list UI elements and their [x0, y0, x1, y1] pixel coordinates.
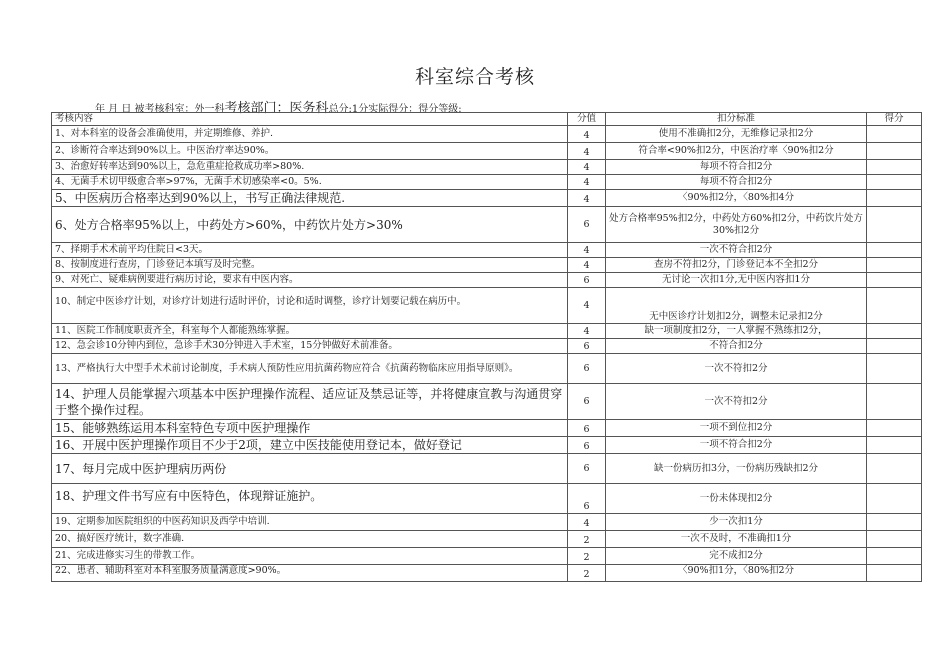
row-got-cell	[867, 454, 922, 484]
table-row	[52, 354, 922, 384]
assessment-table	[51, 112, 922, 582]
table-row	[52, 339, 922, 354]
row-got-cell	[867, 126, 922, 143]
row-standard: 查房不符扣2分，门诊登记本不全扣2分	[606, 258, 867, 273]
row-standard: 〈90%扣2分，〈80%扣4分	[606, 190, 867, 207]
table-row	[52, 143, 922, 160]
row-got-cell	[867, 160, 922, 175]
row-content: 10、制定中医诊疗计划，对诊疗计划进行适时评价，讨论和适时调整，诊疗计划要记载在病历中。	[52, 288, 568, 324]
row-standard: 一项不符合扣2分	[606, 437, 867, 454]
row-score: 6	[568, 384, 606, 420]
table-row	[52, 384, 922, 420]
row-score: 4	[568, 324, 606, 339]
table-header-row	[52, 113, 922, 126]
row-standard: 无讨论一次扣1分,无中医内容扣1分	[606, 273, 867, 288]
row-standard: 不符合扣2分	[606, 339, 867, 354]
row-standard: 一次不符合扣2分	[606, 243, 867, 258]
table-row	[52, 437, 922, 454]
table-row	[52, 175, 922, 190]
table-row	[52, 565, 922, 582]
row-standard: 使用不准确扣2分，无维修记录扣2分	[606, 126, 867, 143]
row-content: 4、无菌手术切甲级愈合率>97%，无菌手术切感染率<0。5%.	[52, 175, 568, 190]
row-content: 14、护理人员能掌握六项基本中医护理操作流程、适应证及禁忌证等，并将健康宣教与沟通贯穿于整个操作过程。	[52, 384, 568, 420]
row-standard: 一次不及时，不准确扣1分	[606, 531, 867, 548]
row-score: 2	[568, 531, 606, 548]
row-content: 18、护理文件书写应有中医特色，体现辩证施护。	[52, 484, 568, 514]
row-standard: 少一次扣1分	[606, 514, 867, 531]
row-got-cell	[867, 437, 922, 454]
column-header-got: 得分	[867, 113, 922, 126]
row-score: 6	[568, 437, 606, 454]
row-content: 22、患者、辅助科室对本科室服务质量满意度>90%。	[52, 565, 568, 582]
row-got-cell	[867, 288, 922, 324]
row-content: 12、急会诊10分钟内到位，急诊手术30分钟进入手术室，15分钟做好术前准备。	[52, 339, 568, 354]
row-content: 11、医院工作制度职责齐全，科室每个人都能熟练掌握。	[52, 324, 568, 339]
row-standard: 处方合格率95%扣2分，中药处方60%扣2分，中药饮片处方30%扣2分	[606, 207, 867, 243]
row-standard: 缺一项制度扣2分，一人掌握不熟练扣2分，	[606, 324, 867, 339]
row-score: 4	[568, 258, 606, 273]
row-got-cell	[867, 324, 922, 339]
row-score: 4	[568, 288, 606, 324]
row-content: 19、定期参加医院组织的中医药知识及西学中培训.	[52, 514, 568, 531]
column-header-standard: 扣分标准	[606, 113, 867, 126]
row-score: 4	[568, 190, 606, 207]
row-got-cell	[867, 514, 922, 531]
row-content: 2、诊断符合率达到90%以上。中医治疗率达90%。	[52, 143, 568, 160]
row-score: 6	[568, 484, 606, 514]
header-score-info: 总分:1分实际得分：得分等级:	[328, 104, 462, 115]
row-score: 4	[568, 514, 606, 531]
row-got-cell	[867, 273, 922, 288]
row-got-cell	[867, 175, 922, 190]
table-row	[52, 190, 922, 207]
row-score: 4	[568, 175, 606, 190]
row-score: 2	[568, 548, 606, 565]
row-score: 4	[568, 126, 606, 143]
row-score: 6	[568, 339, 606, 354]
row-content: 20、搞好医疗统计，数字准确.	[52, 531, 568, 548]
header-date-dept: 年 月 日 被考核科室：外一科	[95, 104, 225, 115]
row-content: 16、开展中医护理操作项目不少于2项，建立中医技能使用登记本，做好登记	[52, 437, 568, 454]
row-score: 2	[568, 565, 606, 582]
table-row	[52, 288, 922, 324]
row-got-cell	[867, 384, 922, 420]
table-row	[52, 324, 922, 339]
row-got-cell	[867, 420, 922, 437]
row-content: 3、治愈好转率达到90%以上，急危重症抢救成功率>80%.	[52, 160, 568, 175]
row-score: 6	[568, 354, 606, 384]
row-got-cell	[867, 243, 922, 258]
row-standard: 每项不符合扣2分	[606, 175, 867, 190]
row-content: 17、每月完成中医护理病历两份	[52, 454, 568, 484]
row-got-cell	[867, 531, 922, 548]
row-standard: 一份未体现扣2分	[606, 484, 867, 514]
row-standard: 一次不符扣2分	[606, 354, 867, 384]
row-got-cell	[867, 354, 922, 384]
row-score: 4	[568, 160, 606, 175]
row-got-cell	[867, 339, 922, 354]
row-score: 6	[568, 207, 606, 243]
header-dept-label: 考核部门：医务科	[224, 101, 329, 116]
table-row	[52, 420, 922, 437]
table-row	[52, 258, 922, 273]
row-content: 9、对死亡、疑难病例要进行病历讨论，要求有中医内容。	[52, 273, 568, 288]
row-got-cell	[867, 207, 922, 243]
table-row	[52, 273, 922, 288]
row-standard: 一次不符扣2分	[606, 384, 867, 420]
row-score: 6	[568, 420, 606, 437]
row-content: 13、严格执行大中型手术术前讨论制度，手术病人预防性应用抗菌药物应符合《抗菌药物临床应用指导原则》。	[52, 354, 568, 384]
row-standard: 缺一份病历扣3分，一份病历残缺扣2分	[606, 454, 867, 484]
table-row	[52, 514, 922, 531]
row-content: 7、择期手术术前平均住院日<3天。	[52, 243, 568, 258]
table-row	[52, 126, 922, 143]
row-standard: 〈90%扣1分，〈80%扣2分	[606, 565, 867, 582]
row-content: 8、按制度进行查房，门诊登记本填写及时完整。	[52, 258, 568, 273]
table-row	[52, 454, 922, 484]
row-score: 4	[568, 143, 606, 160]
row-got-cell	[867, 548, 922, 565]
row-content: 15、能够熟练运用本科室特色专项中医护理操作	[52, 420, 568, 437]
document-title: 科室综合考核	[414, 66, 535, 88]
row-content: 6、处方合格率95%以上，中药处方>60%，中药饮片处方>30%	[52, 207, 568, 243]
table-row	[52, 207, 922, 243]
column-header-content: 考核内容	[52, 113, 568, 126]
row-content: 21、完成进修实习生的带教工作。	[52, 548, 568, 565]
row-score: 4	[568, 243, 606, 258]
row-standard: 符合率<90%扣2分，中医治疗率〈90%扣2分	[606, 143, 867, 160]
row-standard: 一项不到位扣2分	[606, 420, 867, 437]
row-got-cell	[867, 565, 922, 582]
table-row	[52, 243, 922, 258]
row-score: 6	[568, 273, 606, 288]
row-score: 6	[568, 454, 606, 484]
column-header-score: 分值	[568, 113, 606, 126]
row-content: 5、中医病历合格率达到90%以上，书写正确法律规范.	[52, 190, 568, 207]
row-got-cell	[867, 484, 922, 514]
row-got-cell	[867, 190, 922, 207]
row-got-cell	[867, 258, 922, 273]
row-got-cell	[867, 143, 922, 160]
table-row	[52, 484, 922, 514]
table-row	[52, 160, 922, 175]
table-row	[52, 548, 922, 565]
row-standard: 每项不符合扣2分	[606, 160, 867, 175]
row-standard: 完不成扣2分	[606, 548, 867, 565]
row-content: 1、对本科室的设备会准确使用，并定期维修、养护.	[52, 126, 568, 143]
table-row	[52, 531, 922, 548]
row-standard: 无中医诊疗计划扣2分，调整未记录扣2分	[606, 288, 867, 324]
